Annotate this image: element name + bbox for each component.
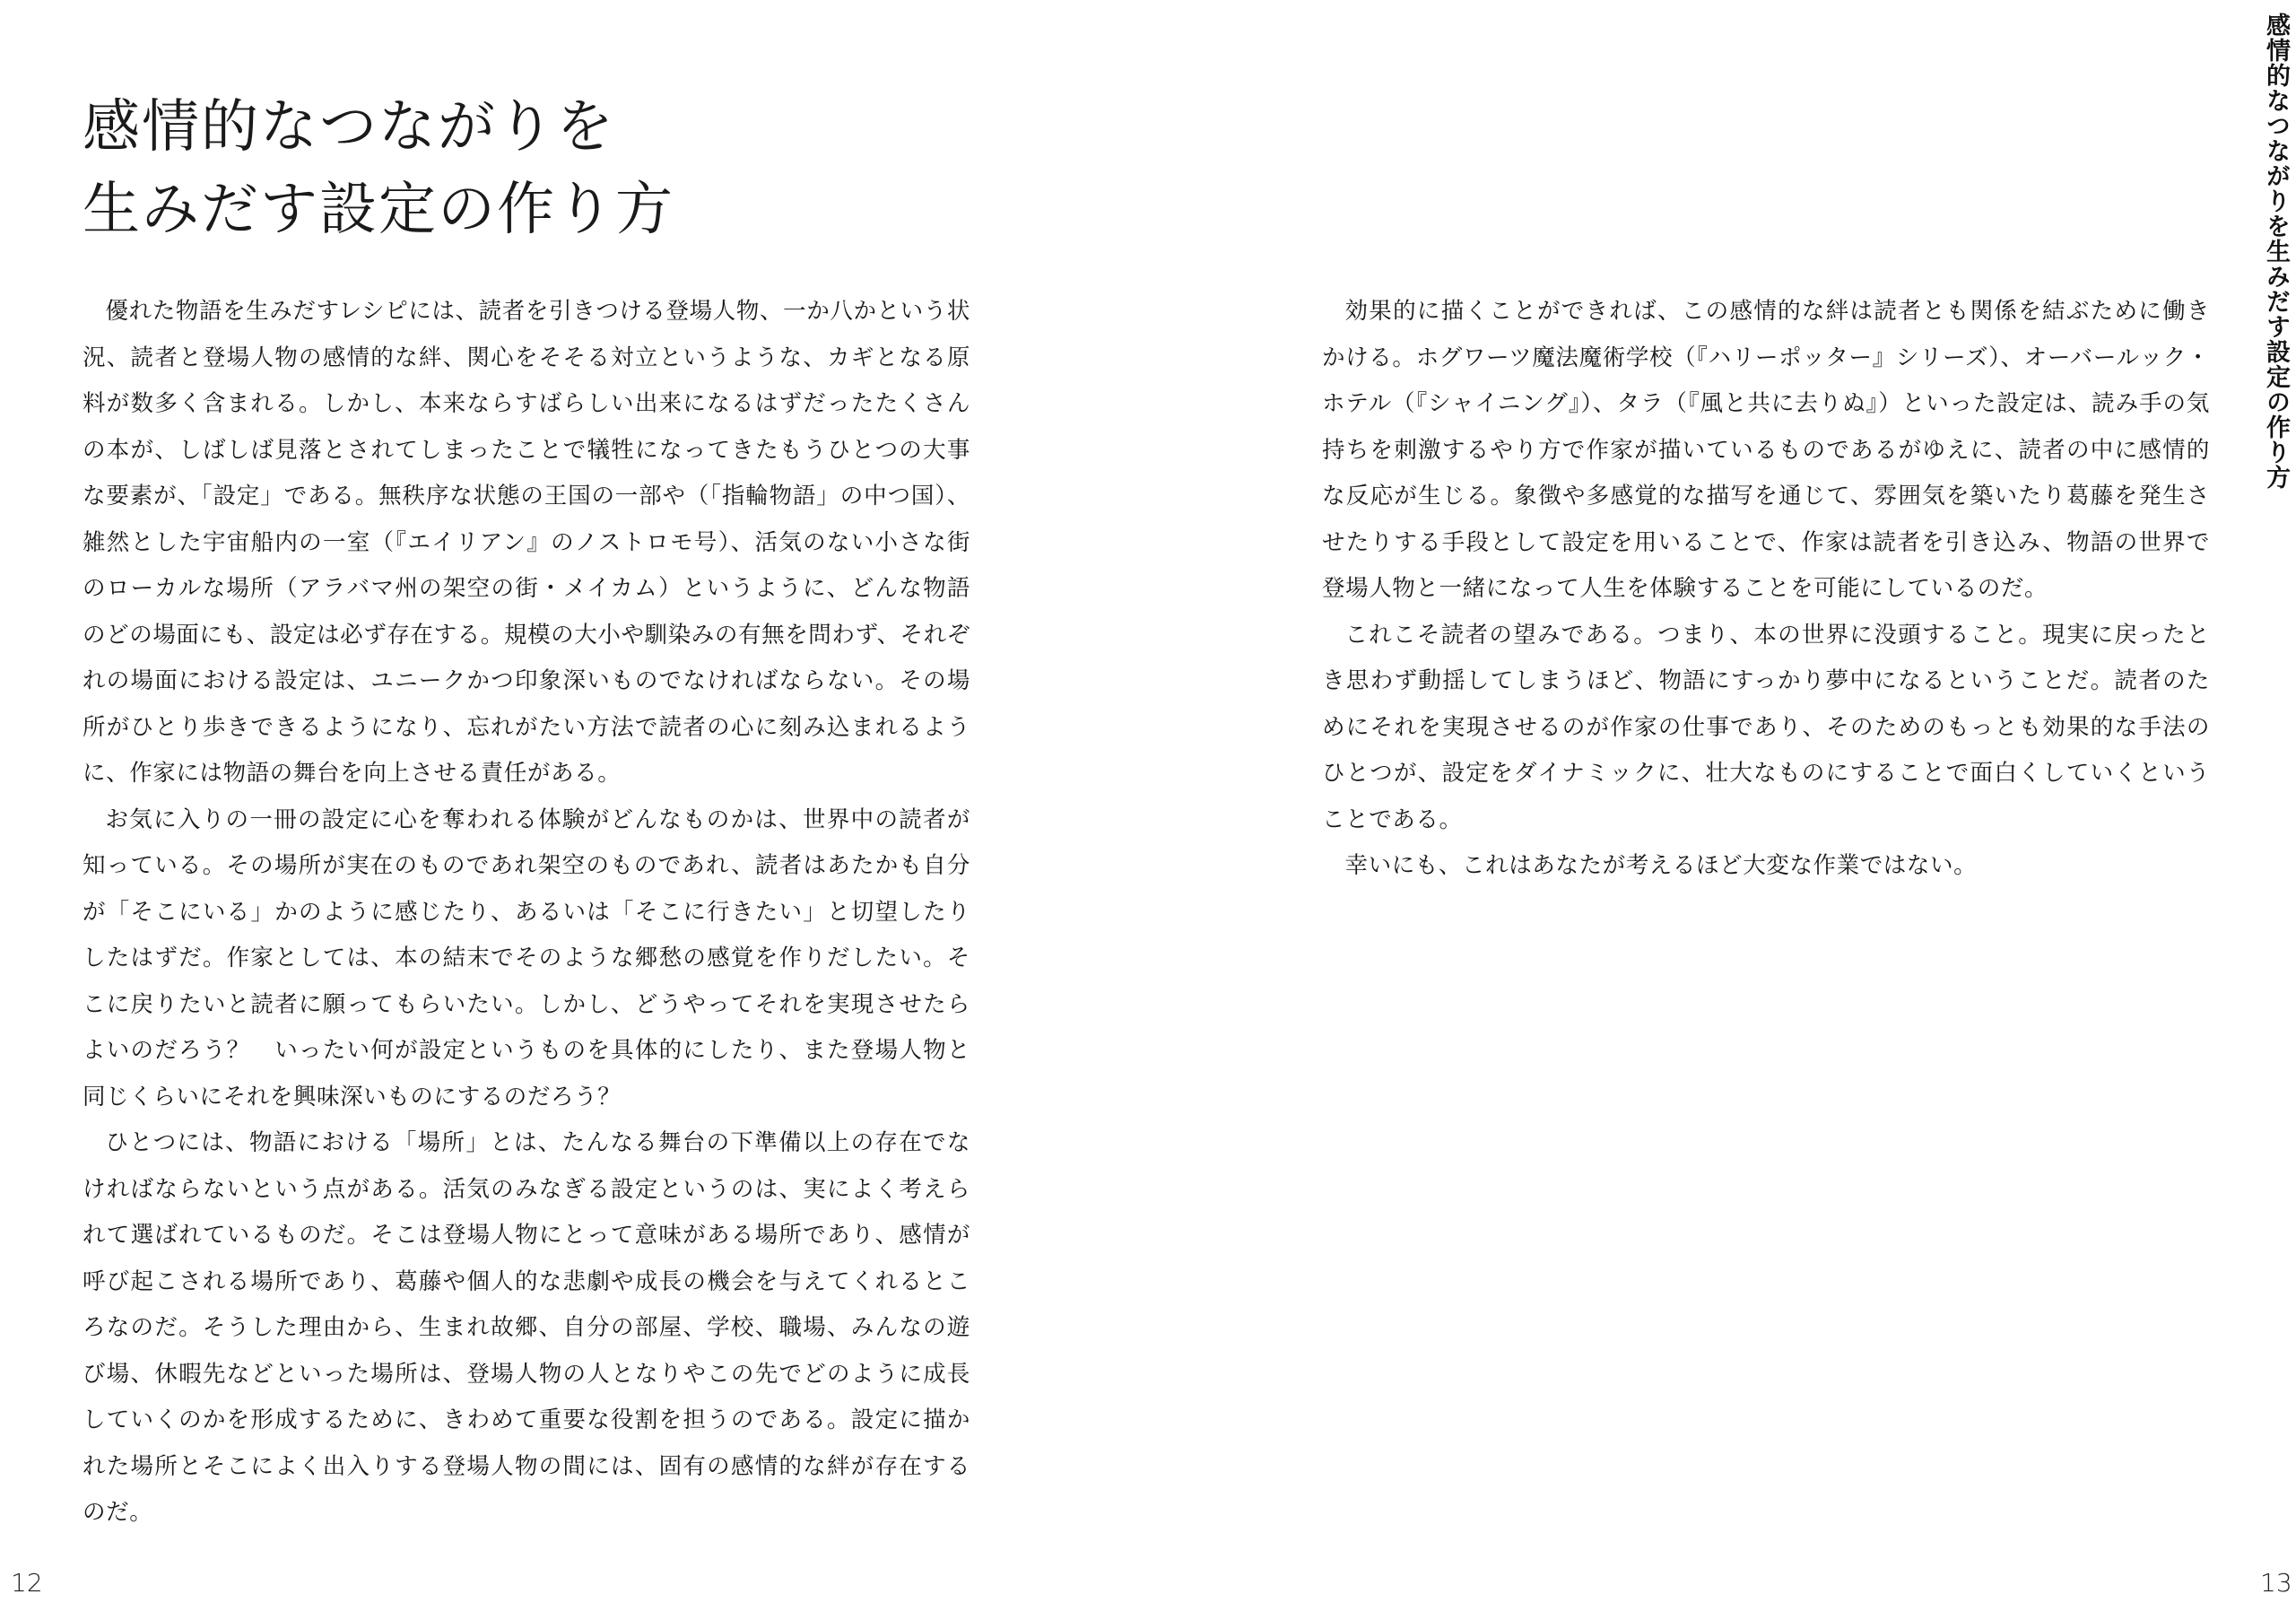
paragraph: 優れた物語を生みだすレシピには、読者を引きつける登場人物、一か八かという状況、読者と登場人物の感情的な絆、関心をそそる対立というような、カギとなる原料が数多く含まれる。しかし、本来ならすばらしい出来になるはずだったたくさんの本が、しばしば見落とされてしまったことで犠牲になってきたもうひとつの大事な要素が、「設定」である。無秩序な状態の王国の一部や（「指輪物語」の中つ国）、雑然とした宇宙船内の一室（『エイリアン』のノストロモ号）、活気のない小さな街のローカルな場所（アラバマ州の架空の街・メイカム）というように、どんな物語のどの場面にも、設定は必ず存在する。規模の大小や馴染みの有無を問わず、それぞれの場面における設定は、ユニークかつ印象深いものでなければならない。その場所がひとり歩きできるようになり、忘れがたい方法で読者の心に刻み込まれるように、作家には物語の舞台を向上させる責任がある。 [83, 298, 970, 787]
paragraph: お気に入りの一冊の設定に心を奪われる体験がどんなものかは、世界中の読者が知っている。その場所が実在のものであれ架空のものであれ、読者はあたかも自分が「そこにいる」かのように感じたり、あるいは「そこに行きたい」と切望したりしたはずだ。作家としては、本の結末でそのような郷愁の感覚を作りだしたい。そこに戻りたいと読者に願ってもらいたい。しかし、どうやってそれを実現させたらよいのだろう？ いったい何が設定というものを具体的にしたり、また登場人物と同じくらいにそれを興味深いものにするのだろう？ [83, 806, 970, 1110]
paragraph: 効果的に描くことができれば、この感情的な絆は読者とも関係を結ぶために働きかける。ホグワーツ魔法魔術学校（『ハリーポッター』シリーズ）、オーバールック・ホテル（『シャイニング』）、タラ（『風と共に去りぬ』）といった設定は、読み手の気持ちを刺激するやり方で作家が描いているものであるがゆえに、読者の中に感情的な反応が生じる。象徴や多感覚的な描写を通じて、雰囲気を築いたり葛藤を発生させたりする手段として設定を用いることで、作家は読者を引き込み、物語の世界で登場人物と一緒になって人生を体験することを可能にしているのだ。 [1322, 298, 2210, 602]
right-body-text [1322, 289, 2210, 890]
paragraph: 幸いにも、これはあなたが考えるほど大変な作業ではない。 [1344, 852, 1978, 879]
right-page [1148, 0, 2296, 1611]
paragraph: ひとつには、物語における「場所」とは、たんなる舞台の下準備以上の存在でなければならないという点がある。活気のみなぎる設定というのは、実によく考えられて選ばれているものだ。そこは登場人物にとって意味がある場所であり、感情が呼び起こされる場所であり、葛藤や個人的な悲劇や成長の機会を与えてくれるところなのだ。そうした理由から、生まれ故郷、自分の部屋、学校、職場、みんなの遊び場、休暇先などといった場所は、登場人物の人となりやこの先でどのように成長していくのかを形成するために、きわめて重要な役割を担うのである。設定に描かれた場所とそこによく出入りする登場人物の間には、固有の感情的な絆が存在するのだ。 [83, 1129, 970, 1526]
running-head: 感情的なつながりを生みだす設定の作り方 [2262, 13, 2290, 490]
chapter-title-line-1: 感情的なつながりを [83, 94, 615, 161]
page-number-left: 12 [11, 1568, 43, 1598]
paragraph: これこそ読者の望みである。つまり、本の世界に没頭すること。現実に戻ったとき思わず動揺してしまうほど、物語にすっかり夢中になるということだ。読者のためにそれを実現させるのが作家の仕事であり、そのためのもっとも効果的な手法のひとつが、設定をダイナミックに、壮大なものにすることで面白くしていくということである。 [1322, 621, 2211, 833]
left-body-text [83, 289, 970, 1537]
page-number-right: 13 [2260, 1568, 2292, 1598]
chapter-title [83, 86, 674, 251]
chapter-title-line-2: 生みだす設定の作り方 [83, 177, 674, 243]
